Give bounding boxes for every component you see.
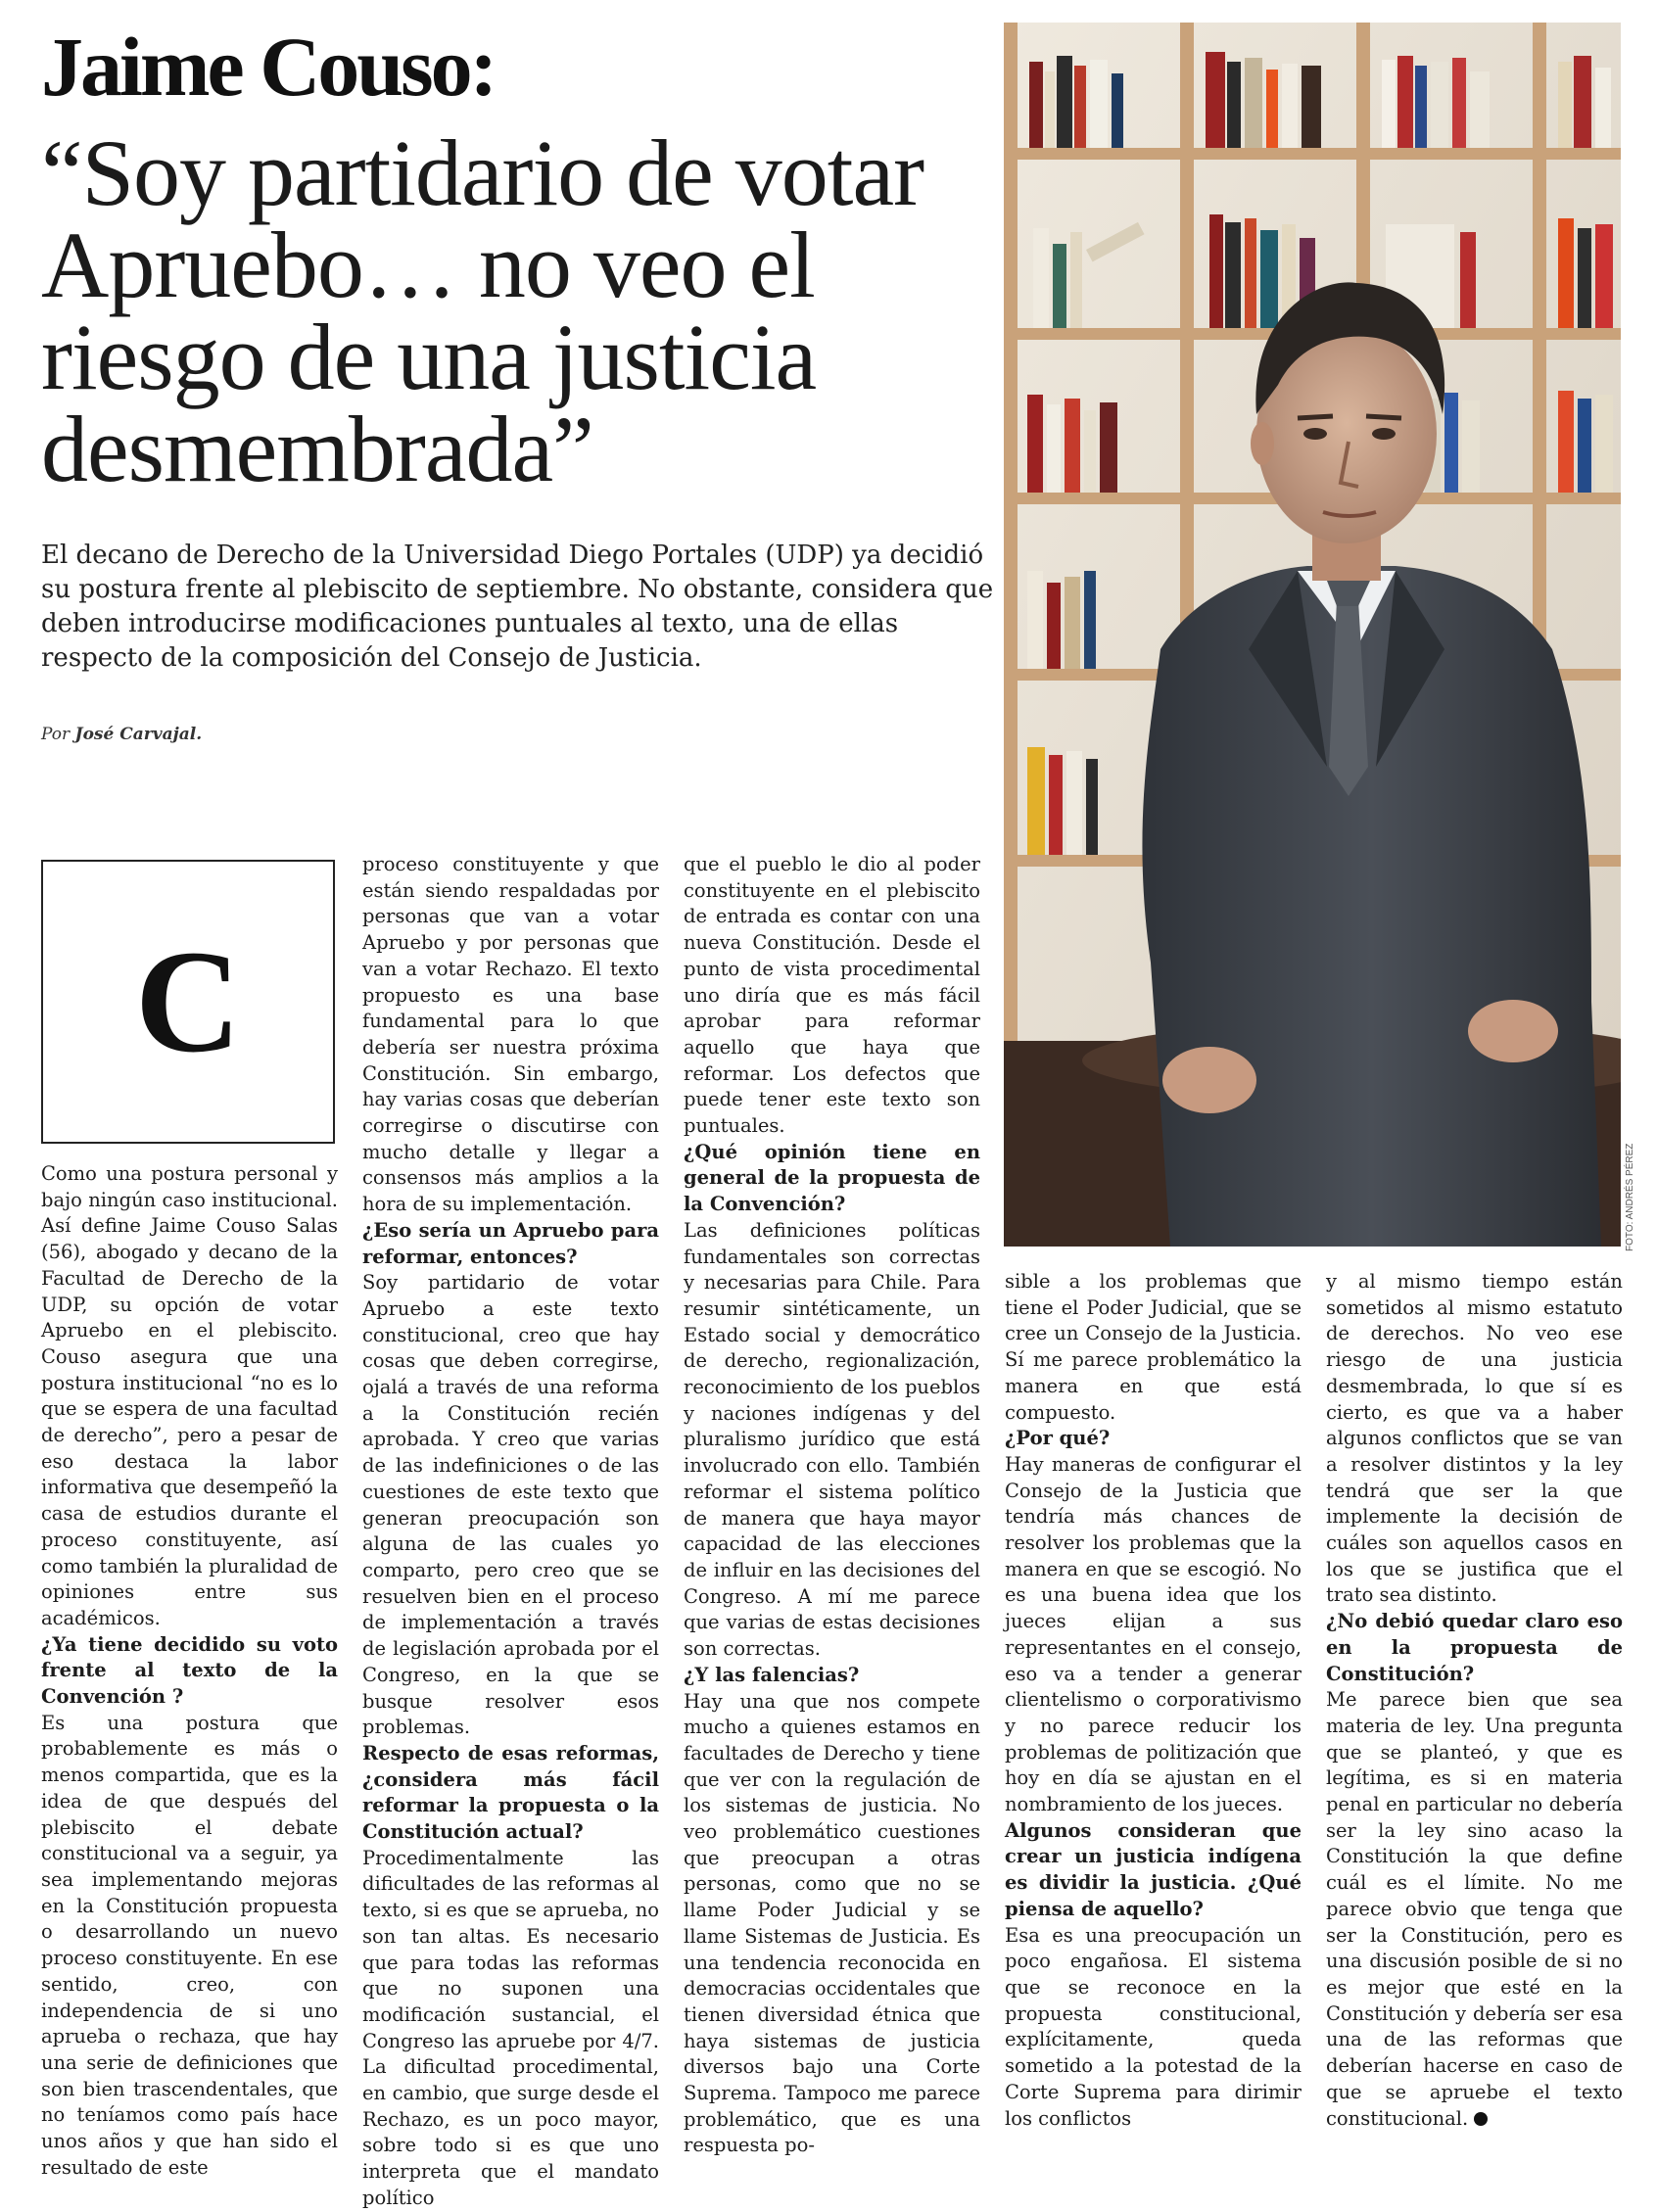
interviewee-name: Jaime Couso: (41, 20, 496, 114)
question: ¿Eso sería un Apruebo para reformar, entonces? (362, 1218, 659, 1268)
paragraph: Las definiciones políticas fundamentales son correctas y necesarias para Chile. Para resumir sintéticamente, un Estado social y democrático de derecho, regionalización, reconocimiento de los pueblos y naciones indígenas y del pluralismo jurídico que está involucrado con ello. También reformar el sistema político de manera que haya mayor capacidad de las elecciones de influir en las decisiones del Congreso. A mí me parece que varias de estas decisiones son correctas. (684, 1218, 980, 1661)
byline (41, 725, 202, 744)
photo-credit (1621, 1126, 1640, 1253)
question: Algunos consideran que crear un justicia indígena es dividir la justicia. ¿Qué piensa de aquello? (1005, 1818, 1302, 1920)
column-3 (684, 852, 980, 2159)
headline: “Soy partidario de votar Apruebo… no veo el riesgo de una justicia desmembrada” (41, 120, 924, 501)
question: ¿Ya tiene decidido su voto frente al texto de la Convención ? (41, 1632, 338, 1709)
column-2 (362, 852, 659, 2212)
question: Respecto de esas reformas, ¿considera más fácil reformar la propuesta o la Constitución actual? (362, 1741, 659, 1844)
question: ¿Y las falencias? (684, 1663, 860, 1686)
paragraph: sible a los problemas que tiene el Poder Judicial, que se cree un Consejo de la Justicia. Sí me parece problemático la manera en que está compuesto. (1005, 1270, 1302, 1424)
paragraph: Como una postura personal y bajo ningún caso institucional. Así define Jaime Couso Salas (56), abogado y decano de la Facultad de Derecho de la UDP, su opción de votar Apruebo en el plebiscito. Couso asegura que una postura institucional “no es lo que se espera de una facultad de derecho”, pero a pesar de eso destaca la labor informativa que desempeñó la casa de estudios durante el proceso constituyente, así como también la pluralidad de opiniones entre sus académicos. (41, 1162, 338, 1629)
column-5 (1326, 1269, 1623, 2132)
question: ¿Qué opinión tiene en general de la propuesta de la Convención? (684, 1140, 980, 1216)
paragraph: Esa es una preocupación un poco engañosa. El sistema que se reconoce en la propuesta constitucional, explícitamente, queda sometido a la potestad de la Corte Suprema para dirimir los conflictos (1005, 1923, 1302, 2130)
byline-prefix: Por (41, 725, 71, 744)
paragraph: Soy partidario de votar Apruebo a este texto constitucional, creo que hay cosas que deben corregirse, ojalá a través de una reforma a la Constitución recién aprobada. Y creo que varias de las indefiniciones o de las cuestiones de este texto que generan preocupación son alguna de las cuales yo comparto, pero creo que se resuelven bien en el proceso de implementación a través de legislación aprobada por el Congreso, en la que se busque resolver esos problemas. (362, 1271, 659, 1739)
dropcap-letter: C (134, 920, 242, 1083)
portrait-photo (1004, 23, 1621, 1247)
paragraph: que el pueblo le dio al poder constituyente en el plebiscito de entrada es contar con una nueva Constitución. Desde el punto de vista procedimental uno diría que es más fácil aprobar para reformar aquello que haya que reformar. Los defectos que puede tener este texto son puntuales. (684, 853, 980, 1138)
column-1 (41, 1161, 338, 2181)
paragraph: proceso constituyente y que están siendo respaldadas por personas que van a votar Apruebo y por personas que van a votar Rechazo. El texto propuesto es una base fundamental para lo que debería ser nuestra próxima Constitución. Sin embargo, hay varias cosas que deberían corregirse o discutirse con mucho detalle y llegar a consensos más amplios a la hora de su implementación. (362, 853, 659, 1216)
question: ¿Por qué? (1005, 1427, 1111, 1450)
portrait-illustration (1004, 23, 1621, 1247)
paragraph: Hay maneras de configurar el Consejo de la Justicia que tendría más chances de resolver los problemas que la manera en que se escogió. No es una buena idea que los jueces elijan a sus representantes en el consejo, eso va a tender a generar clientelismo o corporativismo y no parece reducir los problemas de politización que hoy en día se ajustan en el nombramiento de los jueces. (1005, 1452, 1302, 1816)
end-mark-icon (1474, 2112, 1488, 2126)
dropcap-box (41, 860, 335, 1144)
column-4 (1005, 1269, 1302, 2132)
paragraph: Hay una que nos compete mucho a quienes estamos en facultades de Derecho y tiene que ver con la regulación de los sistemas de justicia. No veo problemático cuestiones que preocupan a otras personas, como que no se llame Poder Judicial y se llame Sistemas de Justicia. Es una tendencia reconocida en democracias occidentales que tienen diversidad étnica que haya sistemas de justicia diversos bajo una Corte Suprema. Tampoco me parece problemático, que es una respuesta po- (684, 1689, 980, 2157)
dek: El decano de Derecho de la Universidad Diego Portales (UDP) ya decidió su postura frente al plebiscito de septiembre. No obstante, considera que deben introducirse modificaciones puntuales al texto, una de ellas respecto de la composición del Consejo de Justicia. (41, 541, 994, 673)
paragraph: Procedimentalmente las dificultades de las reformas al texto, si es que se aprueba, no son tan altas. Es necesario que para todas las reformas que no suponen una modificación sustancial, el Congreso las apruebe por 4/7. La dificultad procedimental, en cambio, que surge desde el Rechazo, es un poco mayor, sobre todo si es que uno interpreta que el mandato político (362, 1846, 659, 2209)
paragraph: y al mismo tiempo están sometidos al mismo estatuto de derechos. No veo ese riesgo de una justicia desmembrada, lo que sí es cierto, es que va a haber algunos conflictos que se van a resolver distintos y la ley tendrá que ser la que implemente la decisión de cuáles son aquellos casos en los que se justifica que el trato sea distinto. (1326, 1270, 1623, 1607)
paragraph: Me parece bien que sea materia de ley. Una pregunta que se planteó, y que es legítima, es si en materia penal en particular no debería ser la ley sino acaso la Constitución la que define cuál es el límite. No me parece obvio que tenga que ser la Constitución, pero es una discusión posible de si no es mejor que esté en la Constitución y debería ser esa una de las reformas que deberían hacerse en caso de que se apruebe el texto constitucional. (1326, 1688, 1623, 2130)
byline-author: José Carvajal. (74, 725, 203, 744)
photo-credit-text: FOTO: ANDRÉS PÉREZ (1625, 1143, 1635, 1251)
question: ¿No debió quedar claro eso en la propuesta de Constitución? (1326, 1610, 1623, 1685)
paragraph: Es una postura que probablemente es más o menos compartida, que es la idea de que después del plebiscito el debate constitucional va a seguir, ya sea implementando mejoras en la Constitución propuesta o desarrollando un nuevo proceso constituyente. En ese sentido, creo, con independencia de si uno aprueba o rechaza, que hay una serie de definiciones que son bien trascendentales, que no teníamos como país hace unos años y que han sido el resultado de este (41, 1711, 338, 2179)
